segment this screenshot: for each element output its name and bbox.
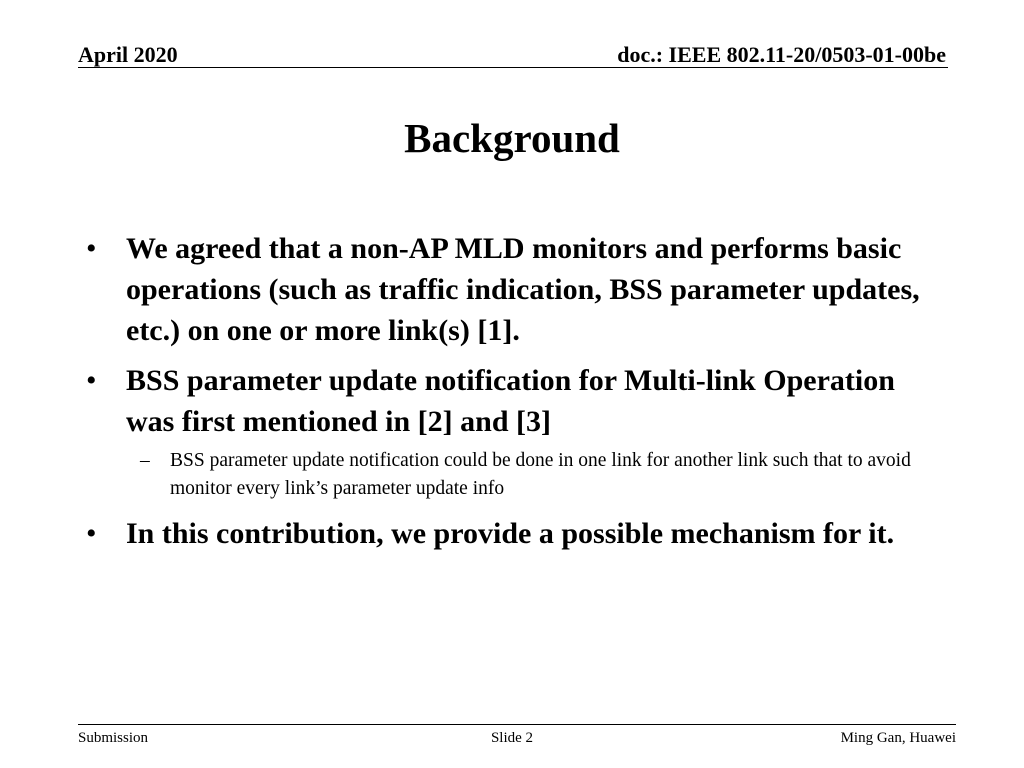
dash-icon: – — [140, 450, 150, 471]
footer-slide-number: Slide 2 — [490, 730, 534, 746]
header-date: April 2020 — [78, 42, 178, 67]
footer-submission: Submission — [78, 730, 149, 746]
bullet-dot-icon: • — [86, 232, 97, 265]
footer-divider — [78, 724, 956, 725]
bullet-text: In this contribution, we provide a possible mechanism for it. — [126, 517, 895, 550]
slide-body — [0, 228, 1024, 563]
bullet-item — [0, 228, 938, 351]
bullet-text: BSS parameter update notification for Multi-link Operation was first mentioned in [2] and [3] — [126, 364, 895, 438]
slide-title: Background — [404, 115, 620, 161]
header-doc-id: doc.: IEEE 802.11-20/0503-01-00be — [617, 42, 946, 67]
bullet-dot-icon: • — [86, 517, 97, 550]
bullet-text: We agreed that a non-AP MLD monitors and performs basic operations (such as traffic indication, BSS parameter updates, etc.) on one or more link(s) [1]. — [126, 232, 920, 347]
sub-bullet-text: BSS parameter update notification could be done in one link for another link such that to avoid monitor every link’s parameter update info — [170, 450, 911, 499]
bullet-item — [0, 513, 938, 554]
bullet-dot-icon: • — [86, 364, 97, 397]
sub-bullet-item — [0, 447, 930, 503]
header-divider — [78, 67, 948, 68]
bullet-item — [0, 360, 938, 442]
footer-author: Ming Gan, Huawei — [840, 730, 956, 746]
